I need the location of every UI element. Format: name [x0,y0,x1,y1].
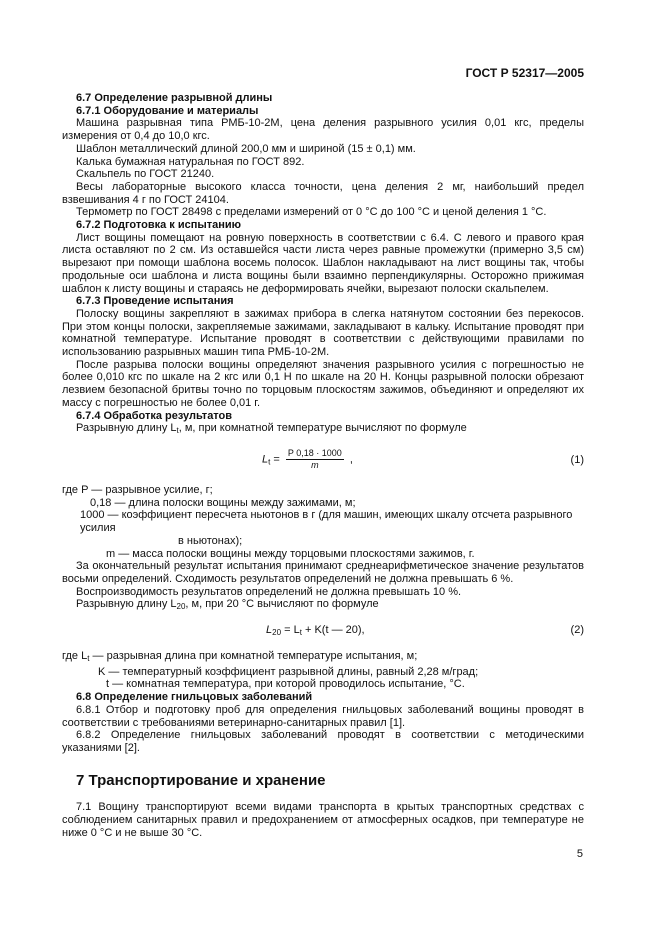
fraction-numerator: P 0,18 · 1000 [287,447,342,458]
definition-line: где P — разрывное усилие, г; [62,483,213,496]
section-6-7-4-heading: 6.7.4 Обработка результатов [76,409,233,422]
paragraph: 6.8.2 Определение гнильцовых заболеваний проводят в соответствии с методическими указаниями [2]. [62,729,584,754]
definition-line: K — температурный коэффициент разрывной длины, равный 2,28 м/град; [98,665,479,678]
paragraph: Шаблон металлический длиной 200,0 мм и шириной (15 ± 0,1) мм. [76,142,416,155]
paragraph: Скальпель по ГОСТ 21240. [76,168,215,181]
section-7-heading: 7 Транспортирование и хранение [76,771,326,789]
formula-1-number: (1) [570,453,584,466]
section-6-7-2-heading: 6.7.2 Подготовка к испытанию [76,219,242,232]
formula-2-expression: $L_{20} = L_t + K(t$ — 20), [266,624,365,638]
fraction-denominator: m [311,459,319,470]
formula-1 [62,444,584,478]
paragraph: Воспроизводимость результатов определений не должна превышать 10 %. [76,585,462,598]
paragraph: Термометр по ГОСТ 28498 с пределами измерений от 0 °С до 100 °С и ценой деления 1 °С. [76,206,547,219]
paragraph: Полоску вощины закрепляют в зажимах прибора в слегка натянутом состоянии без перекосов. При этом концы полоски, закрепляемые зажимами, закладывают в кальку. Испытание проводят при комнатной температуре. Испытание проводят в соответствии с действующими правилами по использованию разрывных машин типа РМБ-10-2М. [62,307,584,359]
section-6-7-heading: 6.7 Определение разрывной длины [76,92,273,104]
section-6-7-3-heading: 6.7.3 Проведение испытания [76,295,234,308]
formula-2 [62,622,584,642]
definition-line: 0,18 — длина полоски вощины между зажимами, м; [90,496,356,509]
page-number: 5 [576,848,583,860]
formula-1-expression: $L_t$ = $\frac{P 0,18 \cdot 1000}{m}$ , [262,447,353,470]
paragraph: Лист вощины помещают на ровную поверхность в соответствии с 6.4. С левого и правого края листа оставляют по 2 см. Из оставшейся части листа через равные промежутки (примерно 3,5 см) вырезают при помощи шаблона восемь полосок. Шаблон накладывают на лист вощины так, чтобы продольные оси шаблона и листа вощины были взаимно перпендикулярны. Осторожно прижимая шаблон к листу вощины и стараясь не деформировать ячейки, вырезают полоски скальпелем. [62,231,584,295]
definition-line: 1000 — коэффициент пересчета ньютонов в г (для машин, имеющих шкалу отсчета разрывного усилия [80,509,573,535]
definition-line: t — комнатная температура, при которой проводилось испытание, °С. [106,678,465,691]
formula-2-number: (2) [570,624,584,637]
page-content [62,92,584,839]
formula-1-fraction [286,448,344,471]
paragraph: За окончательный результат испытания принимают среднеарифметическое значение результатов восьми определений. Сходимость результатов определений не должна превышать 6 %. [62,560,584,585]
definition-line: m — масса полоски вощины между торцовыми плоскостями зажимов, г. [106,547,475,560]
doc-header-id: ГОСТ Р 52317—2005 [465,66,584,80]
definition-line: в ньютонах); [178,534,243,547]
section-6-8-heading: 6.8 Определение гнильцовых заболеваний [76,691,313,704]
paragraph: После разрыва полоски вощины определяют значения разрывного усилия с погрешностью не более 0,010 кгс по шкале на 2 кгс или 0,1 Н по шкале на 20 Н. Концы разрывной полоски обрезают лезвием безопасной бритвы точно по торцовым плоскостям зажимов, объединяют и определяют их массу с погрешностью не более 0,01 г. [62,358,584,409]
definition-line: где $L_t$ — разрывная длина при комнатной температуре испытания, м; [62,650,418,664]
paragraph: 6.8.1 Отбор и подготовку проб для определения гнильцовых заболеваний вощины проводят в соответствии с требованиями ветеринарно-санитарных правил [1]. [62,703,584,729]
paragraph: Весы лабораторные высокого класса точности, цена деления 2 мг, наибольший предел взвешивания 4 г по ГОСТ 24104. [62,180,584,206]
paragraph: Калька бумажная натуральная по ГОСТ 892. [76,155,305,168]
paragraph: Разрывную длину $L_t$, м, при комнатной температуре вычисляют по формуле [76,422,467,436]
section-6-7-1-heading: 6.7.1 Оборудование и материалы [76,104,259,117]
paragraph: Разрывную длину $L_{20}$, м, при 20 °С вычисляют по формуле [76,598,379,612]
paragraph: 7.1 Вощину транспортируют всеми видами транспорта в крытых транспортных средствах с соблюдением санитарных правил и предохранением от атмосферных осадков, при температуре не ниже 0 °С и не выше 30 °С. [62,801,584,839]
paragraph: Машина разрывная типа РМБ-10-2М, цена деления разрывного усилия 0,01 кгс, пределы измерения от 0,4 до 10,0 кгс. [62,117,584,143]
